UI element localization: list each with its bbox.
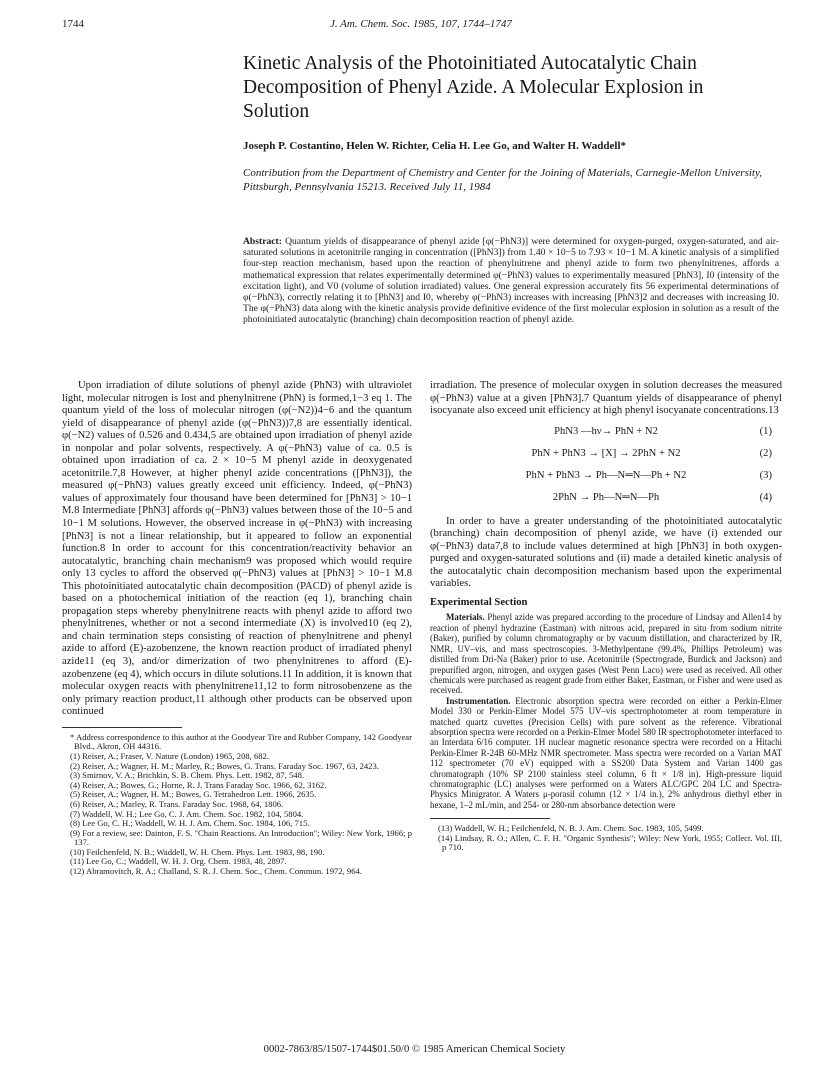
abstract	[243, 236, 779, 326]
article-title: Kinetic Analysis of the Photoinitiated Autocatalytic Chain Decomposition of Phenyl Azide. A Molecular Explosion in Solution	[243, 53, 704, 122]
equation-1	[430, 422, 782, 444]
footnote: (3) Smirnov, V. A.; Brichkin, S. B. Chem. Phys. Lett. 1982, 87, 548.	[70, 770, 305, 781]
footnote-rule	[430, 818, 550, 819]
footnote: (8) Lee Go, C. H.; Waddell, W. H. J. Am. Chem. Soc. 1984, 106, 715.	[70, 818, 310, 829]
equation-number: (4)	[759, 492, 772, 504]
abstract-label: Abstract:	[243, 236, 282, 247]
running-header: J. Am. Chem. Soc. 1985, 107, 1744–1747	[330, 18, 512, 30]
footnotes-left	[62, 733, 412, 877]
authors: Joseph P. Costantino, Helen W. Richter, Celia H. Lee Go, and Walter H. Waddell*	[243, 140, 627, 152]
footnote: (6) Reiser, A.; Marley, R. Trans. Faraday Soc. 1968, 64, 1806.	[70, 798, 284, 809]
abstract-text: Quantum yields of disappearance of phenyl azide [φ(−PhN3)] were determined for oxygen-purged, oxygen-saturated, and air-saturated solutions in acetonitrile ranging in concentration ([PhN3]) from 1.40 × 10−5 to 7.93 × 10−1 M. A kinetic analysis of a simplified four-step reaction mechanism, based upon the reaction of phenylnitrene and phenyl azide to form two phenylnitrenes, affords a mathematical expression that relates experimentally determined φ(−PhN3) values to experimentally measured [PhN3], I0 (intensity of the excitation light), and V0 (volume of solution irradiated) values. One general expression accurately fits 56 experimental determinations of φ(−PhN3), correctly relating it to [PhN3] and I0, whereby φ(−PhN3) increases with increasing [PhN3]2 and decreases with increasing I0. The φ(−PhN3) data along with the kinetic analysis provide definitive evidence of the first molecular explosion in solution as a result of the photoinitiated autocatalytic (branching) chain decomposition reaction of phenyl azide.	[243, 236, 779, 326]
footnote: (13) Waddell, W. H.; Feilchenfeld, N. B. J. Am. Chem. Soc. 1983, 105, 5499.	[438, 823, 704, 834]
contribution-line: Contribution from the Department of Chemistry and Center for the Joining of Materials, Carnegie-Mellon University, Pittsburgh, Pennsylvania 15213. Received July 11, 1984	[243, 167, 762, 193]
footnote: (2) Reiser, A.; Wagner, H. M.; Marley, R.; Bowes, G. Trans. Faraday Soc. 1967, 63, 2423.	[70, 760, 379, 771]
equations	[430, 422, 782, 510]
materials-text: Phenyl azide was prepared according to the procedure of Lindsay and Allen14 by reaction of phenyl hydrazine (Eastman) with nitrous acid, prepared in situ from sodium nitrite (Baker), purified by column chromatography or by vacuum distillation, and characterized by IR, NMR, UV–vis, and mass spectroscopies. 3-Methylpentane (99.4%, Phillips Petroleum) was distilled from Dri-Na (Baker) prior to use. Acetonitrile (Spectrograde, Burdick and Jackson) and prepurified argon, nitrogen, and oxygen gases (West Penn Laco) were used as received. All other chemicals were purchased as reagent grade from either Baker, Eastman, or Fisher and were used as received.	[430, 612, 782, 696]
equation-number: (2)	[759, 448, 772, 460]
footnote: (14) Lindsay, R. O.; Allen, C. F. H. "Organic Synthesis"; Wiley: New York, 1955; Collect. Vol. III, p 710.	[438, 832, 782, 853]
footnotes-right	[430, 824, 782, 853]
paragraph-2: In order to have a greater understanding of the photoinitiated autocatalytic (branching) chain decomposition of phenyl azide, we have (i) extended our φ(−PhN3) data7,8 to include values determined at high [PhN3] in both oxygen-purged and oxygen-saturated solutions and (ii) made a detailed kinetic analysis of the autocatalytic chain decomposition mechanism based upon the experimental variables.	[430, 515, 782, 590]
equation-text: PhN + PhN3 → [X] → 2PhN + N2	[531, 448, 681, 460]
left-column	[62, 380, 412, 877]
instrumentation-label: Instrumentation.	[446, 695, 511, 706]
page-footer: 0002-7863/85/1507-1744$01.50/0 © 1985 American Chemical Society	[263, 1044, 566, 1055]
footnote: (7) Waddell, W. H.; Lee Go, C. J. Am. Chem. Soc. 1982, 104, 5804.	[70, 808, 304, 819]
section-heading: Experimental Section	[430, 596, 528, 608]
materials-label: Materials.	[446, 612, 485, 623]
page-number: 1744	[62, 18, 84, 30]
materials-paragraph	[430, 612, 782, 695]
footnote: (4) Reiser, A.; Bowes, G.; Horne, R. J. Trans Faraday Soc. 1966, 62, 3162.	[70, 779, 327, 790]
instrumentation-text: Electronic absorption spectra were recorded on either a Perkin-Elmer Model 330 or Perkin-Elmer Model 575 UV–vis spectrophotometer at room temperature in matched quartz cuvettes (Precision Cells) with pure solvent as the reference. Vibrational absorption spectra were recorded on a Perkin-Elmer Model 580 IR spectrophotometer interfaced to an Interdata 6/16 computer. 1H nuclear magnetic resonance spectra were recorded on a Hitachi Perkin-Elmer R-24B 60-MHz NMR spectrometer. Mass spectra were recorded on a Varian MAT 112 spectrometer (70 eV) equipped with a SS200 Data System and Varian 1400 gas chromatograph (10% SP 2100 stainless steel column, 6 ft × 1/8 in). High-pressure liquid chromatographic (LC) analyses were performed on a Waters ALC/GPC 204 LC and Spectra-Physics Minigrator. A Waters μ-porasil column (12 × 1/4 in.), 2% anhydrous diethyl ether in hexane, 1–2 mL/min, and 254- or 280-nm absorbance detection were	[430, 695, 782, 810]
equation-text: PhN + PhN3 → Ph—N═N—Ph + N2	[525, 470, 687, 482]
equation-2	[430, 444, 782, 466]
equation-text: 2PhN → Ph—N═N—Ph	[552, 492, 660, 504]
footnote: * Address correspondence to this author at the Goodyear Tire and Rubber Company, 142 Goodyear Blvd., Akron, OH 44316.	[70, 731, 412, 752]
continuation-paragraph: irradiation. The presence of molecular oxygen in solution decreases the measured φ(−PhN3) value at a given [PhN3].7 Quantum yields of disappearance of phenyl isocyanate also exceed unit efficiency at high phenyl isocyanate concentrations.13	[430, 380, 782, 417]
footnote-rule	[62, 727, 182, 728]
equation-number: (1)	[759, 426, 772, 438]
footnote: (9) For a review, see: Dainton, F. S. "Chain Reactions. An Introduction"; Wiley: New York, 1966; p 137.	[70, 827, 412, 848]
footnote: (12) Abramovitch, R. A.; Challand, S. R. J. Chem. Soc., Chem. Commun. 1972, 964.	[70, 866, 362, 877]
equation-text: PhN3 —hν→ PhN + N2	[554, 426, 658, 438]
footnote: (10) Feilchenfeld, N. B.; Waddell, W. H. Chem. Phys. Lett. 1983, 98, 190.	[70, 846, 325, 857]
right-column	[430, 380, 782, 853]
instrumentation-paragraph	[430, 696, 782, 810]
intro-paragraph: Upon irradiation of dilute solutions of phenyl azide (PhN3) with ultraviolet light, molecular nitrogen is lost and phenylnitrene (PhN) is formed,1−3 eq 1. The quantum yield of the loss of molecular nitrogen (φ(−N2))4−6 and the quantum yield of disappearance of phenyl azide (φ(−PhN3))7,8 are essentially identical. φ(−N2) values of 0.526 and 0.434,5 are obtained upon irradiation of phenyl azide in nonpolar and polar solvents, respectively. A φ(−PhN3) value of ca. 0.5 is obtained upon irradiation of ca. 2 × 10−5 M phenyl azide in deoxygenated acetonitrile.7,8 However, at higher phenyl azide concentrations ([PhN3]), the measured φ(−PhN3) values greatly exceed unit efficiency. Indeed, φ(−PhN3) values of approximately four thousand have been determined for [PhN3] > 10−1 M.8 Intermediate [PhN3] affords φ(−PhN3) values between those of the 10−5 and 10−1 M solutions. However, the observed increase in φ(−PhN3) with increasing [PhN3] is not a linear relationship, but it appeared to follow an exponential function.8 In order to account for this concentration/reactivity behavior an autocatalytic, branching chain mechanism9 was proposed which would require only 13 cycles to afford the observed φ(−PhN3) values at [PhN3] > 10−1 M.8 This photoinitiated autocatalytic chain decomposition (PACD) of phenyl azide is based on a photochemical initiation of the reaction (eq 1), branching chain propagation steps whereby phenylnitrene reacts with phenyl azide to afford two phenylnitrenes, whether or not a second intermediate (X) is involved10 (eq 2), and chain termination steps consisting of reaction of phenylnitrene and phenyl azide to afford (E)-azobenzene, the known reaction product of irradiated phenyl azide11 (eq 3), and/or dimerization of two phenylnitrenes to afford (E)-azobenzene (eq 4), which occurs in dilute solutions.11 In addition, it is known that molecular oxygen reacts with phenylnitrene11,12 to form nitrosobenzene as the only primary reaction product,11 although other products can be observed upon continued	[62, 380, 412, 718]
equation-3	[430, 466, 782, 488]
footnote: (1) Reiser, A.; Fraser, V. Nature (London) 1965, 208, 682.	[70, 750, 270, 761]
footnote: (5) Reiser, A.; Wagner, H. M.; Bowes, G. Tetrahedron Lett. 1966, 2635.	[70, 789, 317, 800]
equation-number: (3)	[759, 470, 772, 482]
equation-4	[430, 488, 782, 510]
footnote: (11) Lee Go, C.; Waddell, W. H. J. Org. Chem. 1983, 48, 2897.	[70, 856, 287, 867]
